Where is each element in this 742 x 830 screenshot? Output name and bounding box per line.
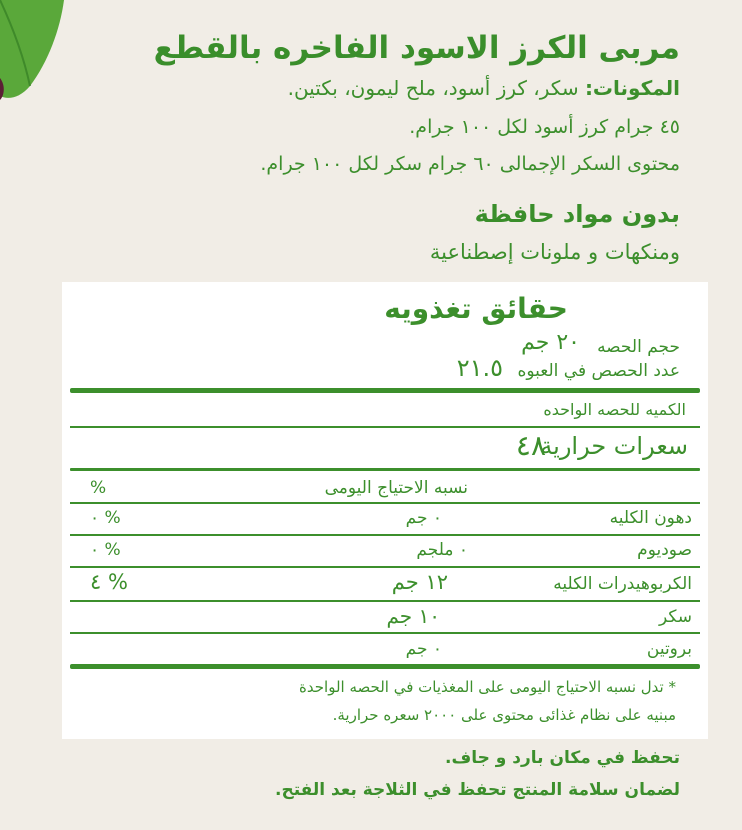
product-title: مربى الكرز الاسود الفاخره بالقطع — [153, 30, 680, 66]
ingredients-text: سكر، كرز أسود، ملح ليمون، بكتين. — [287, 76, 585, 100]
fruit-content: ٤٥ جرام كرز أسود لكل ١٠٠ جرام. — [409, 116, 680, 138]
divider-thick — [70, 388, 700, 393]
nutrition-title: حقائق تغذويه — [384, 292, 568, 325]
nutrient-amount-carbohydrates: ١٢ جم — [391, 570, 448, 594]
ingredients-label: المكونات: — [584, 76, 680, 100]
nutrient-amount-sodium: ٠ ملجم — [416, 540, 468, 560]
nutrient-label-carbohydrates: الكربوهيدرات الكليه — [553, 574, 692, 594]
servings-per-container-label: عدد الحصص في العبوه — [517, 361, 680, 381]
amount-per-serving: الكميه للحصه الواحده — [543, 400, 686, 419]
serving-size-label: حجم الحصه — [597, 337, 680, 357]
nutrient-label-sugar: سكر — [658, 607, 692, 627]
footnote-line-1: * تدل نسبه الاحتياج اليومى على المغذيات في الحصه الواحدة — [299, 678, 676, 696]
nutrient-label-protein: بروتين — [646, 639, 692, 659]
divider — [70, 566, 700, 568]
sugar-content: محتوى السكر الإجمالى ٦٠ جرام سكر لكل ١٠٠ جرام. — [260, 153, 680, 175]
divider — [70, 426, 700, 428]
servings-per-container-value: ٢١.٥ — [456, 354, 503, 382]
daily-value-header: نسبه الاحتياج اليومى — [324, 478, 468, 498]
nutrient-amount-fat: ٠ جم — [405, 508, 442, 528]
nutrient-label-sodium: صوديوم — [637, 540, 692, 560]
storage-instructions-2: لضمان سلامة المنتج تحفظ في الثلاجة بعد الفتح. — [275, 780, 680, 800]
serving-size-value: ٢٠ جم — [521, 330, 580, 355]
ingredients-line — [288, 76, 680, 100]
nutrient-pct-carbohydrates: ٤ % — [90, 570, 128, 594]
storage-instructions-1: تحفظ في مكان بارد و جاف. — [445, 748, 680, 768]
divider — [70, 600, 700, 602]
no-preservatives: بدون مواد حافظة — [474, 200, 680, 228]
divider — [70, 468, 700, 471]
nutrient-label-fat: دهون الكليه — [609, 508, 692, 528]
divider-thick — [70, 664, 700, 669]
divider — [70, 534, 700, 536]
footnote-line-2: مبنيه على نظام غذائى محتوى على ٢٠٠٠ سعره حرارية. — [332, 706, 676, 724]
no-artificial-flavors: ومنكهات و ملونات إصطناعية — [429, 240, 680, 264]
nutrient-amount-sugar: ١٠ جم — [386, 604, 440, 628]
leaf-decoration — [0, 0, 64, 100]
calories-value: ٤٨ — [515, 429, 546, 462]
nutrient-pct-sodium: ٠ % — [90, 540, 121, 560]
nutrient-amount-protein: ٠ جم — [405, 639, 442, 659]
divider — [70, 502, 700, 504]
nutrient-pct-fat: ٠ % — [90, 508, 121, 528]
nutrition-facts-panel — [62, 282, 708, 739]
calories-label: سعرات حرارية — [540, 432, 688, 460]
divider — [70, 632, 700, 634]
daily-value-header-percent: % — [90, 478, 107, 498]
